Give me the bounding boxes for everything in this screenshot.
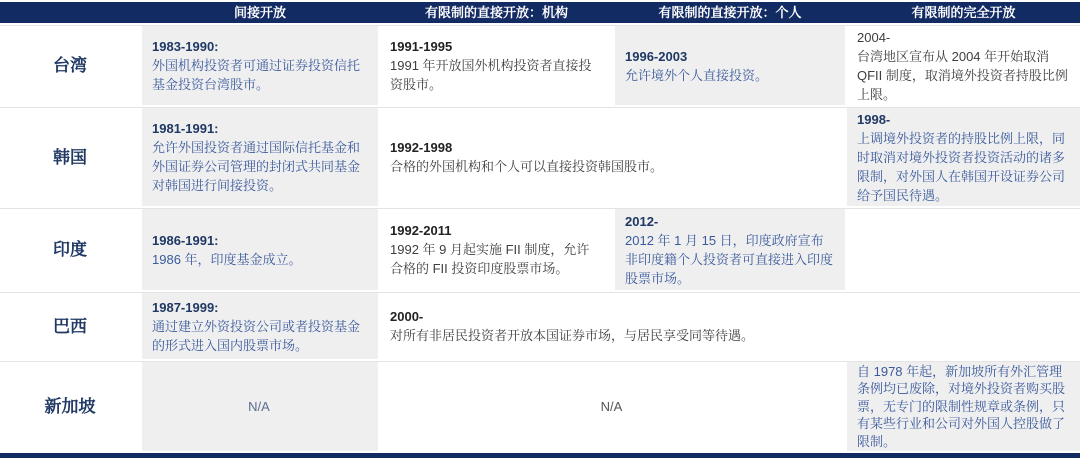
- cell-brazil-all-direct: [380, 293, 1080, 359]
- header-col-full-opening: 有限制的完全开放: [911, 5, 1016, 20]
- cell-singapore-indirect-na: N/A: [142, 362, 378, 451]
- cell-india-full-empty: [847, 209, 1080, 290]
- header-col-direct-individual: 有限制的直接开放：个人: [658, 5, 802, 20]
- cell-taiwan-indirect: [142, 26, 378, 105]
- period-label: 1986-1991:: [152, 232, 219, 248]
- cell-description: 1986 年，印度基金成立。: [152, 251, 302, 267]
- cell-description: 合格的外国机构和个人可以直接投资韩国股市。: [390, 159, 664, 174]
- cell-singapore-direct-na: N/A: [380, 362, 845, 451]
- header-col-direct-institution: 有限制的直接开放：机构: [424, 5, 568, 20]
- country-cell-india: 印度: [0, 209, 140, 290]
- cell-description: 1992 年 9 月起实施 FII 制度，允许合格的 FII 投资印度股票市场。: [390, 242, 590, 276]
- cell-description: 1991 年开放国外机构投资者直接投资股市。: [390, 58, 592, 92]
- cell-singapore-full: [847, 362, 1080, 451]
- period-label: 1992-2011: [390, 223, 452, 238]
- period-label: 1987-1999:: [152, 299, 219, 315]
- cell-description: 外国机构投资者可通过证券投资信托基金投资台湾股市。: [152, 58, 361, 92]
- period-label: 1998-: [857, 111, 891, 127]
- cell-taiwan-full: [847, 26, 1080, 105]
- cell-description: 2012 年 1 月 15 日，印度政府宣布非印度籍个人投资者可直接进入印度股票市场。: [625, 232, 834, 286]
- period-label: 1992-1998: [390, 140, 453, 155]
- period-label: 1981-1991:: [152, 121, 219, 136]
- period-label: 2004-: [857, 29, 891, 45]
- period-label: 1991-1995: [390, 39, 453, 54]
- cell-korea-full: [847, 108, 1080, 206]
- header-col-indirect-opening: 间接开放: [233, 5, 286, 20]
- period-label: 2012-: [625, 213, 659, 229]
- table-row-singapore: [0, 361, 1080, 451]
- country-cell-singapore: 新加坡: [0, 362, 140, 451]
- country-cell-brazil: 巴西: [0, 293, 140, 359]
- cell-taiwan-individual: [615, 26, 845, 105]
- cell-description: 允许境外个人直接投资。: [625, 67, 769, 83]
- cell-description: 上调境外投资者的持股比例上限，同时取消对境外投资者投资活动的诸多限制，对外国人在韩国开设证券公司给予国民待遇。: [857, 130, 1066, 203]
- table-row-korea: [0, 107, 1080, 206]
- cell-india-individual: [615, 209, 845, 290]
- country-cell-korea: 韩国: [0, 108, 140, 206]
- cell-korea-indirect: [142, 108, 378, 206]
- cell-description: 允许外国投资者通过国际信托基金和外国证券公司管理的封闭式共同基金对韩国进行间接投资。: [152, 140, 361, 193]
- table-row-brazil: [0, 292, 1080, 359]
- cell-india-institution: [380, 209, 613, 290]
- period-label: 2000-: [390, 309, 424, 324]
- cell-description: 台湾地区宣布从 2004 年开始取消 QFII 制度，取消境外投资者持股比例上限。: [857, 48, 1068, 102]
- table-row-taiwan: [0, 25, 1080, 105]
- country-cell-taiwan: 台湾: [0, 26, 140, 105]
- cell-description: 通过建立外资投资公司或者投资基金的形式进入国内股票市场。: [152, 318, 361, 353]
- period-label: 1996-2003: [625, 48, 688, 64]
- period-label: 1983-1990:: [152, 39, 219, 54]
- cell-korea-institution-individual: [380, 108, 845, 206]
- table-header: [0, 2, 1080, 23]
- table-bottom-rule: [0, 453, 1080, 458]
- cell-brazil-indirect: [142, 293, 378, 359]
- cell-india-indirect: [142, 209, 378, 290]
- cell-taiwan-institution: [380, 26, 613, 105]
- cell-description: 自 1978 年起，新加坡所有外汇管理条例均已废除，对境外投资者购买股票，无专门的限制性规章或条例，只有某些行业和公司对外国人控股做了限制。: [857, 363, 1066, 449]
- table-row-india: [0, 208, 1080, 290]
- cell-description: 对所有非居民投资者开放本国证券市场，与居民享受同等待遇。: [390, 328, 755, 343]
